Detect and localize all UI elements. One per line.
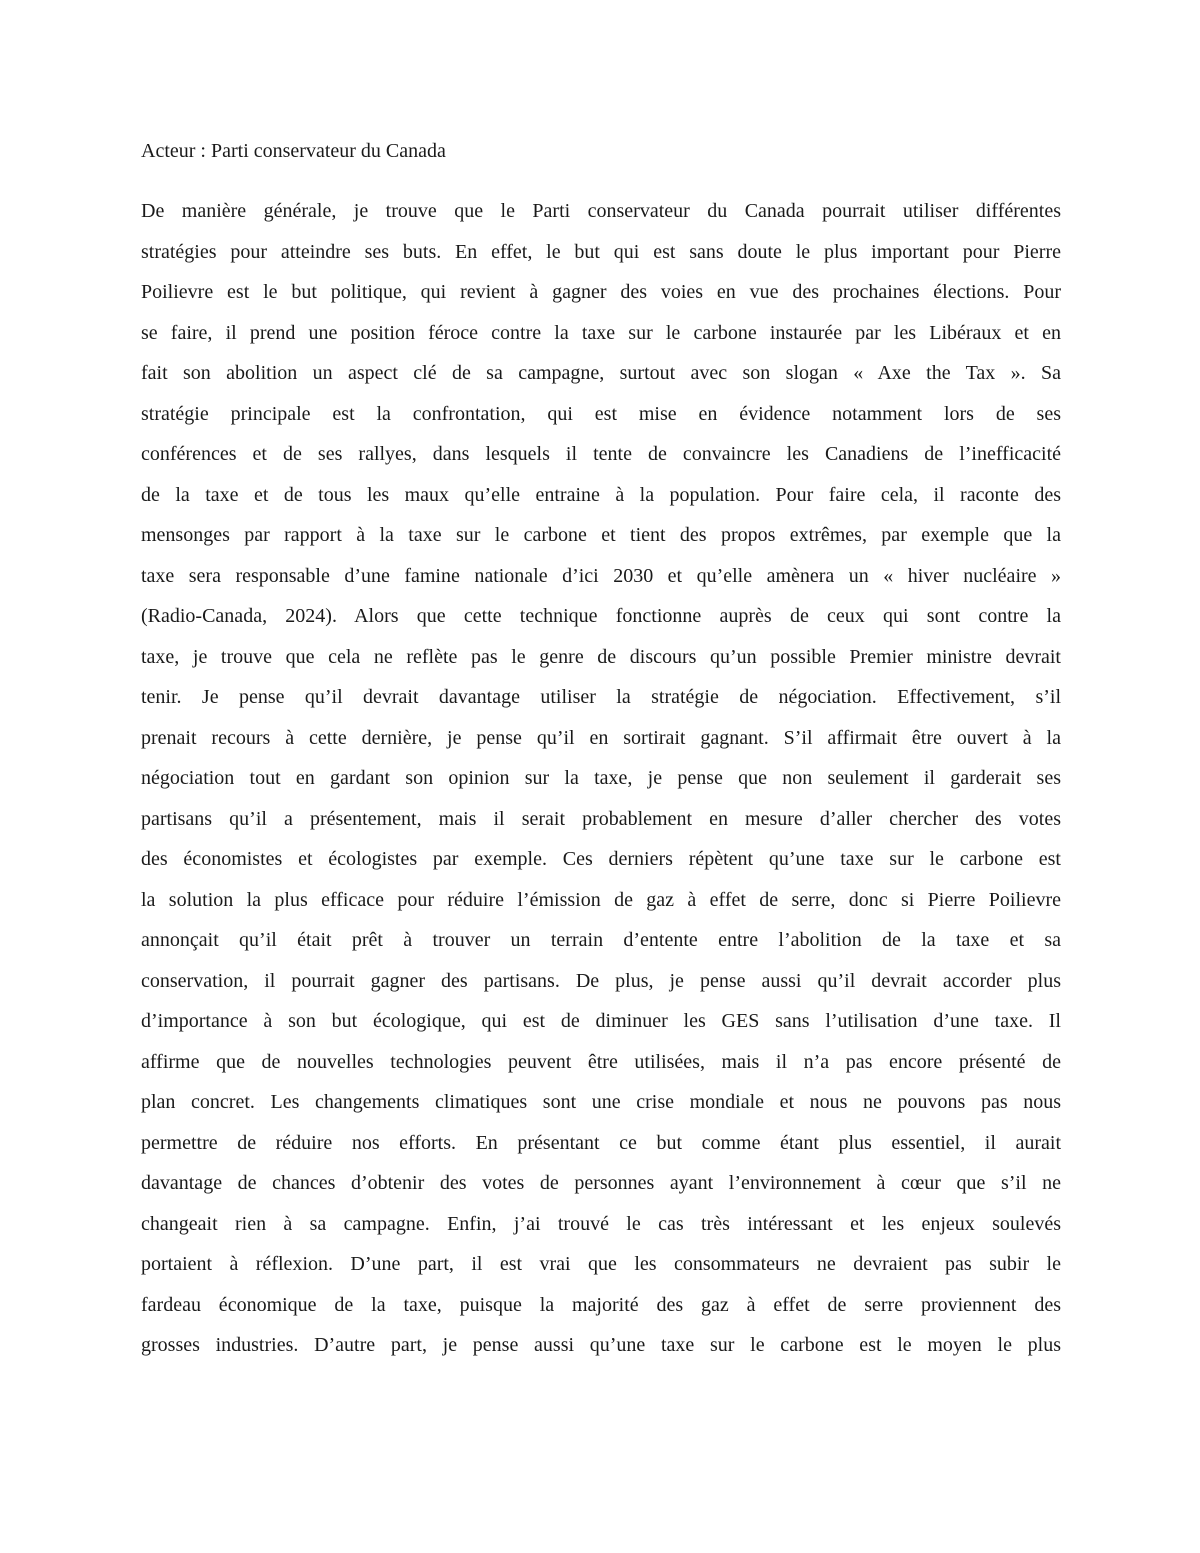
paragraph-line: la solution la plus efficace pour réduire l’émission de gaz à effet de serre, donc si Pierre Poilievre [141,888,1061,911]
paragraph-line: annonçait qu’il était prêt à trouver un terrain d’entente entre l’abolition de la taxe et sa [141,929,1061,951]
paragraph-line: grosses industries. D’autre part, je pense aussi qu’une taxe sur le carbone est le moyen le plus [141,1334,1061,1356]
paragraph-line: affirme que de nouvelles technologies peuvent être utilisées, mais il n’a pas encore présenté de [141,1050,1061,1073]
paragraph-line: taxe sera responsable d’une famine nationale d’ici 2030 et qu’elle amènera un « hiver nucléaire » [141,564,1061,587]
paragraph-line: fait son abolition un aspect clé de sa campagne, surtout avec son slogan « Axe the Tax ». Sa [141,362,1061,384]
paragraph-line: Poilievre est le but politique, qui revient à gagner des voies en vue des prochaines élections. Pour [141,281,1061,303]
paragraph-line: conservation, il pourrait gagner des partisans. De plus, je pense aussi qu’il devrait accorder plus [141,969,1061,992]
paragraph-line: (Radio-Canada, 2024). Alors que cette technique fonctionne auprès de ceux qui sont contre la [141,605,1061,627]
paragraph-line: taxe, je trouve que cela ne reflète pas le genre de discours qu’un possible Premier ministre devrait [141,645,1061,668]
paragraph-line: stratégies pour atteindre ses buts. En effet, le but qui est sans doute le plus important pour Pierre [141,240,1061,263]
paragraph-line: De manière générale, je trouve que le Parti conservateur du Canada pourrait utiliser différentes [141,200,1061,222]
paragraph-line: tenir. Je pense qu’il devrait davantage utiliser la stratégie de négociation. Effectivement, s’il [141,686,1061,708]
document-heading: Acteur : Parti conservateur du Canada [141,140,446,162]
paragraph-line: d’importance à son but écologique, qui est de diminuer les GES sans l’utilisation d’une taxe. Il [141,1010,1061,1032]
paragraph-line: davantage de chances d’obtenir des votes de personnes ayant l’environnement à cœur que s’il ne [141,1172,1061,1194]
paragraph-line: de la taxe et de tous les maux qu’elle entraine à la population. Pour faire cela, il raconte des [141,483,1061,506]
paragraph-line: se faire, il prend une position féroce contre la taxe sur le carbone instaurée par les Libéraux et en [141,321,1061,344]
paragraph-line: fardeau économique de la taxe, puisque la majorité des gaz à effet de serre proviennent des [141,1293,1061,1316]
paragraph-line: conférences et de ses rallyes, dans lesquels il tente de convaincre les Canadiens de l’inefficacité [141,443,1061,465]
paragraph-line: négociation tout en gardant son opinion sur la taxe, je pense que non seulement il garderait ses [141,767,1061,789]
paragraph-line: mensonges par rapport à la taxe sur le carbone et tient des propos extrêmes, par exemple que la [141,524,1061,546]
paragraph-line: changeait rien à sa campagne. Enfin, j’ai trouvé le cas très intéressant et les enjeux soulevés [141,1212,1061,1235]
paragraph-line: stratégie principale est la confrontation, qui est mise en évidence notamment lors de ses [141,402,1061,425]
paragraph-line: des économistes et écologistes par exemple. Ces derniers répètent qu’une taxe sur le carbone est [141,848,1061,870]
paragraph-line: plan concret. Les changements climatiques sont une crise mondiale et nous ne pouvons pas nous [141,1091,1061,1113]
paragraph-line: portaient à réflexion. D’une part, il est vrai que les consommateurs ne devraient pas subir le [141,1253,1061,1275]
paragraph-line: prenait recours à cette dernière, je pense qu’il en sortirait gagnant. S’il affirmait être ouvert à la [141,726,1061,749]
paragraph-line: partisans qu’il a présentement, mais il serait probablement en mesure d’aller chercher des votes [141,807,1061,830]
paragraph-line: permettre de réduire nos efforts. En présentant ce but comme étant plus essentiel, il aurait [141,1131,1061,1154]
document-paragraph [141,191,1061,1366]
